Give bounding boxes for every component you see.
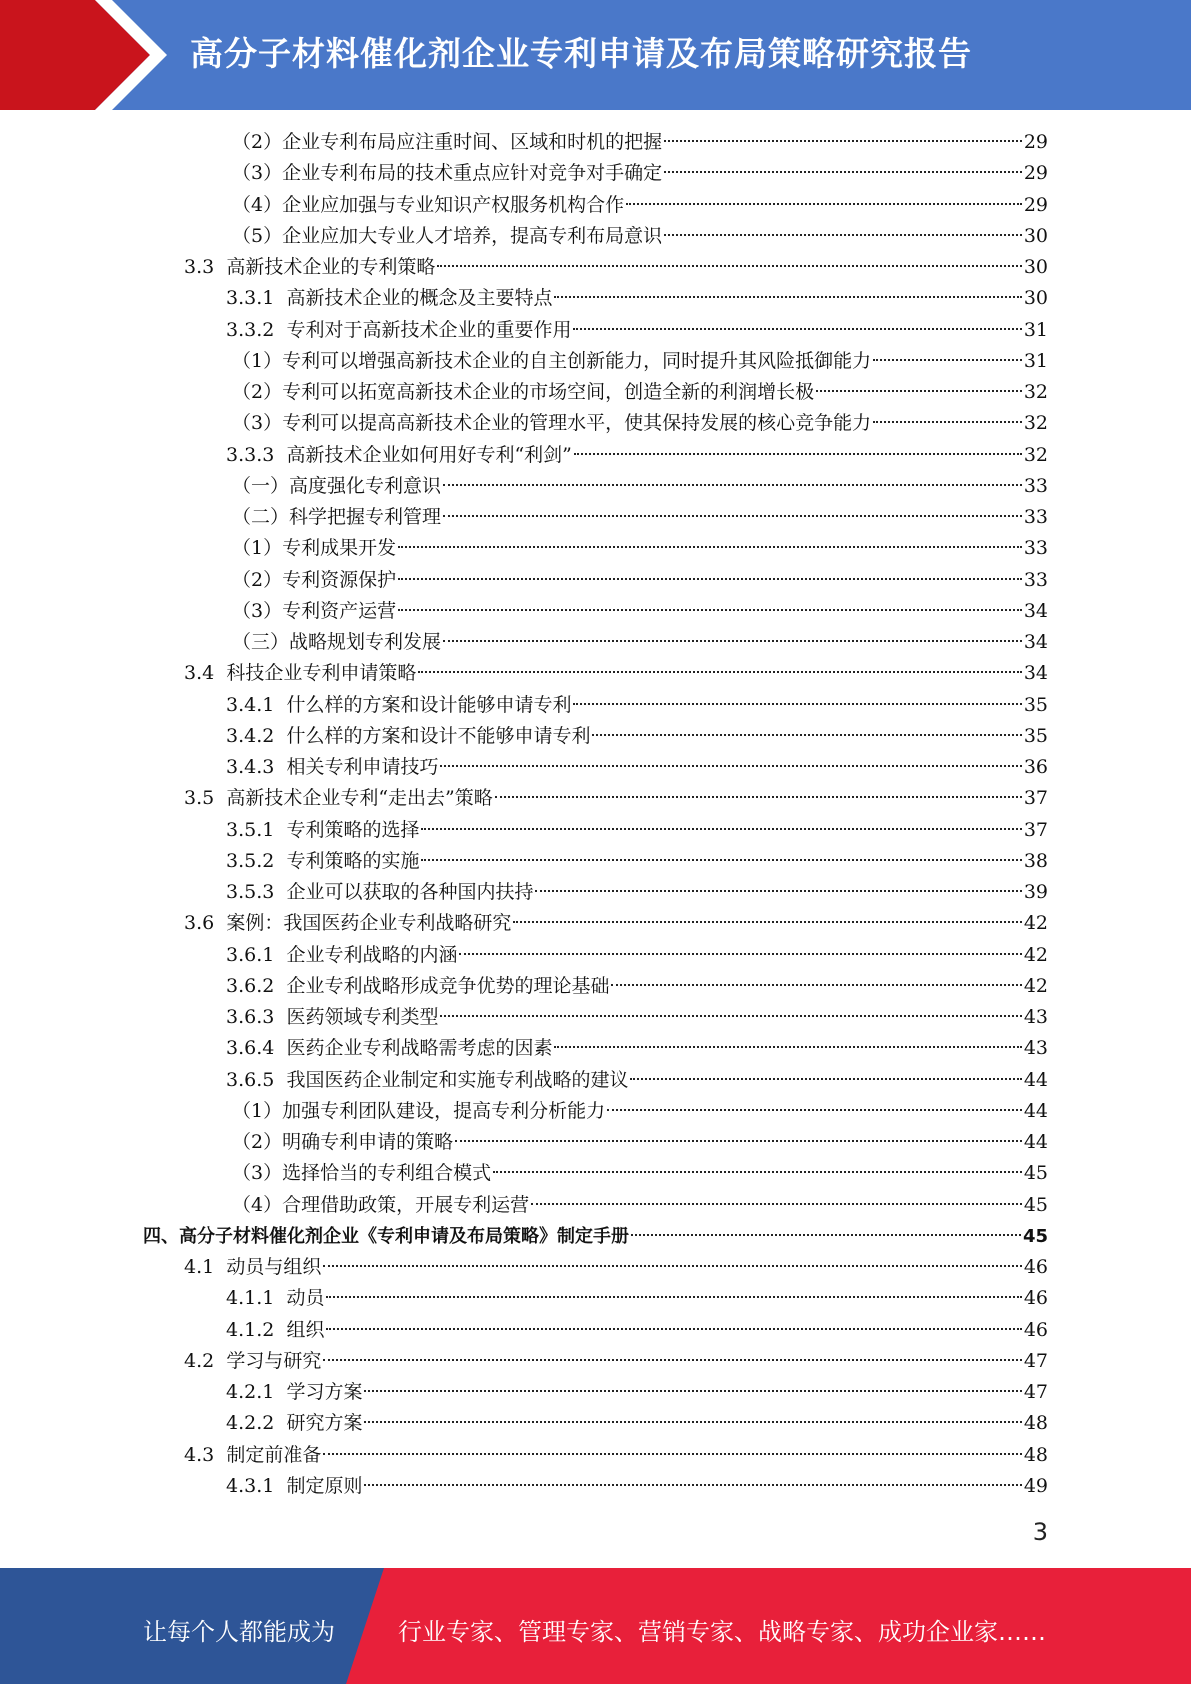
toc-entry-page: 45	[1023, 1162, 1048, 1185]
toc-entry[interactable]	[232, 127, 1048, 158]
toc-entry[interactable]	[226, 1377, 1048, 1408]
toc-entry[interactable]	[226, 846, 1048, 877]
toc-entry-gap	[274, 1471, 286, 1502]
toc-entry-gap	[214, 658, 226, 689]
toc-entry-title: 科技企业专利申请策略	[226, 662, 417, 685]
toc-dot-leader	[443, 640, 1022, 642]
toc-entry-page: 42	[1023, 943, 1048, 966]
toc-entry-gap	[214, 783, 226, 814]
toc-entry[interactable]	[226, 971, 1048, 1002]
toc-entry[interactable]	[143, 1221, 1048, 1252]
toc-entry-page: 37	[1023, 787, 1048, 810]
toc-entry-title: 什么样的方案和设计不能够申请专利	[286, 724, 591, 747]
footer-slogan-left: 让每个人都能成为	[143, 1618, 335, 1646]
toc-dot-leader	[421, 859, 1021, 861]
toc-entry-number: 4.2	[184, 1349, 215, 1372]
toc-entry-number: 3.6.2	[226, 974, 275, 997]
toc-entry-page: 39	[1023, 881, 1048, 903]
toc-entry-title: （1）加强专利团队建设，提高专利分析能力	[232, 1099, 606, 1122]
toc-entry-title: （4）合理借助政策，开展专利运营	[232, 1193, 530, 1216]
toc-dot-leader	[364, 1421, 1021, 1423]
toc-entry-title: 动员	[286, 1287, 325, 1310]
toc-entry-title: 组织	[286, 1318, 325, 1341]
toc-entry[interactable]	[232, 596, 1048, 627]
toc-dot-leader	[607, 1109, 1022, 1111]
toc-entry-number: 4.1.1	[226, 1287, 275, 1310]
report-title: 高分子材料催化剂企业专利申请及布局策略研究报告	[190, 34, 972, 73]
toc-entry-title: 研究方案	[286, 1412, 363, 1435]
toc-dot-leader	[443, 484, 1022, 486]
toc-entry-page: 34	[1023, 631, 1048, 653]
toc-entry-page: 33	[1023, 474, 1048, 497]
toc-entry[interactable]	[232, 1158, 1048, 1189]
toc-entry[interactable]	[226, 815, 1048, 846]
toc-entry-title: （3）专利资产运营	[232, 599, 397, 622]
toc-entry-gap	[274, 877, 286, 908]
page-header	[0, 0, 1191, 110]
toc-dot-leader	[574, 453, 1022, 455]
toc-entry-page: 35	[1023, 693, 1048, 716]
toc-entry-gap	[274, 1065, 286, 1096]
toc-entry-gap	[274, 440, 286, 471]
toc-entry-gap	[274, 721, 286, 752]
toc-entry-gap	[214, 1252, 226, 1283]
toc-entry[interactable]	[232, 190, 1048, 221]
toc-dot-leader	[531, 1203, 1022, 1205]
toc-entry[interactable]	[184, 1440, 1048, 1471]
toc-entry-page: 33	[1023, 568, 1048, 591]
toc-entry-number: 3.6.5	[226, 1068, 275, 1091]
toc-entry-title: （2）明确专利申请的策略	[232, 1131, 454, 1153]
toc-entry-title: （一）高度强化专利意识	[232, 474, 442, 497]
toc-dot-leader	[418, 671, 1021, 673]
toc-dot-leader	[323, 1265, 1021, 1267]
toc-entry-page: 45	[1023, 1193, 1048, 1216]
toc-entry-gap	[274, 940, 286, 971]
toc-entry-title: 高新技术企业专利“走出去”策略	[226, 787, 493, 810]
toc-entry-page: 32	[1023, 381, 1048, 403]
toc-dot-leader	[495, 796, 1022, 798]
toc-entry-number: 3.3.1	[226, 287, 275, 310]
toc-entry[interactable]	[184, 783, 1048, 814]
toc-entry-title: （二）科学把握专利管理	[232, 506, 442, 528]
toc-entry-page: 42	[1023, 974, 1048, 997]
toc-entry-title: （2）专利资源保护	[232, 568, 397, 591]
toc-entry-gap	[274, 815, 286, 846]
toc-entry-title: （3）企业专利布局的技术重点应针对竞争对手确定	[232, 162, 663, 185]
toc-entry[interactable]	[184, 658, 1048, 689]
toc-entry-gap	[274, 1315, 286, 1346]
toc-entry-number: 4.2.2	[226, 1412, 275, 1435]
toc-dot-leader	[573, 703, 1021, 705]
toc-entry[interactable]	[184, 908, 1048, 939]
toc-entry-title: 案例：我国医药企业专利战略研究	[226, 912, 512, 935]
toc-entry-number: 3.5	[184, 787, 215, 810]
toc-dot-leader	[573, 328, 1021, 330]
toc-entry[interactable]	[226, 440, 1048, 471]
toc-entry-page: 49	[1023, 1474, 1048, 1497]
toc-entry-gap	[274, 315, 286, 346]
toc-dot-leader	[816, 390, 1022, 392]
toc-entry-gap	[274, 690, 286, 721]
toc-entry-number: 3.6	[184, 912, 215, 935]
footer-slogan-right: 行业专家、管理专家、营销专家、战略专家、成功企业家……	[398, 1618, 1046, 1646]
toc-entry-page: 30	[1023, 224, 1048, 247]
toc-entry[interactable]	[232, 1096, 1048, 1127]
toc-dot-leader	[440, 1015, 1021, 1017]
toc-entry-title: 制定原则	[286, 1474, 363, 1497]
toc-dot-leader	[873, 421, 1022, 423]
toc-entry-title: （3）专利可以提高高新技术企业的管理水平，使其保持发展的核心竞争能力	[232, 412, 872, 435]
toc-entry-gap	[274, 971, 286, 1002]
toc-dot-leader	[421, 828, 1021, 830]
toc-entry-page: 29	[1023, 131, 1048, 153]
toc-entry[interactable]	[226, 690, 1048, 721]
toc-dot-leader	[440, 765, 1021, 767]
toc-dot-leader	[664, 234, 1022, 236]
toc-entry-number: 3.3.3	[226, 443, 275, 466]
toc-entry[interactable]	[226, 315, 1048, 346]
toc-entry-page: 30	[1023, 287, 1048, 310]
toc-entry-gap	[214, 1440, 226, 1471]
toc-entry[interactable]	[232, 1190, 1048, 1221]
toc-dot-leader	[398, 546, 1022, 548]
toc-entry-number: 4.1	[184, 1256, 215, 1278]
toc-entry[interactable]	[226, 877, 1048, 908]
toc-entry-page: 29	[1023, 193, 1048, 216]
toc-entry-number: 3.4.1	[226, 693, 275, 716]
toc-entry-page: 34	[1023, 599, 1048, 622]
toc-entry-page: 42	[1023, 912, 1048, 935]
toc-entry[interactable]	[232, 502, 1048, 533]
toc-entry-number: 3.4	[184, 662, 215, 685]
toc-entry[interactable]	[184, 1252, 1048, 1283]
toc-dot-leader	[323, 1359, 1021, 1361]
toc-entry[interactable]	[232, 471, 1048, 502]
toc-entry[interactable]	[232, 221, 1048, 252]
toc-entry-gap	[274, 1283, 286, 1314]
toc-entry-title: 企业专利战略形成竞争优势的理论基础	[286, 974, 610, 997]
toc-dot-leader	[535, 890, 1021, 892]
toc-entry-title: 医药领域专利类型	[286, 1006, 439, 1028]
toc-dot-leader	[323, 1453, 1021, 1455]
toc-dot-leader	[611, 984, 1021, 986]
toc-dot-leader	[554, 296, 1021, 298]
toc-entry-number: 3.5.3	[226, 881, 275, 903]
toc-entry[interactable]	[226, 1065, 1048, 1096]
toc-entry-number: 4.3	[184, 1443, 215, 1466]
toc-entry-page: 37	[1023, 818, 1048, 841]
header-arrow-decoration	[0, 0, 170, 110]
toc-entry[interactable]	[232, 533, 1048, 564]
toc-entry-gap	[214, 1346, 226, 1377]
toc-entry-title: （3）选择恰当的专利组合模式	[232, 1162, 492, 1185]
toc-entry-gap	[214, 908, 226, 939]
toc-entry[interactable]	[226, 283, 1048, 314]
toc-entry[interactable]	[232, 408, 1048, 439]
toc-entry[interactable]	[232, 1127, 1048, 1158]
toc-entry-gap	[274, 1377, 286, 1408]
toc-dot-leader	[364, 1484, 1021, 1486]
page-number: 3	[1032, 1518, 1048, 1546]
toc-entry-title: 企业专利战略的内涵	[286, 943, 458, 966]
toc-dot-leader	[626, 203, 1022, 205]
toc-dot-leader	[873, 359, 1022, 361]
toc-entry-title: 专利对于高新技术企业的重要作用	[286, 318, 572, 341]
toc-dot-leader	[443, 515, 1022, 517]
toc-entry-number: 3.6.4	[226, 1037, 275, 1060]
toc-dot-leader	[630, 1078, 1021, 1080]
toc-entry-page: 44	[1023, 1099, 1048, 1122]
toc-entry-title: 学习与研究	[226, 1349, 322, 1372]
toc-entry-page: 46	[1023, 1318, 1048, 1341]
toc-dot-leader	[513, 921, 1021, 923]
toc-entry-title: 四、高分子材料催化剂企业《专利申请及布局策略》制定手册	[143, 1225, 629, 1247]
toc-entry-title: 高新技术企业的概念及主要特点	[286, 287, 553, 310]
toc-entry-page: 31	[1023, 318, 1048, 341]
toc-entry-page: 36	[1023, 756, 1048, 778]
toc-entry-page: 34	[1023, 662, 1048, 685]
toc-entry[interactable]	[226, 1002, 1048, 1033]
toc-entry-gap	[274, 1408, 286, 1439]
toc-dot-leader	[493, 1171, 1022, 1173]
toc-dot-leader	[364, 1390, 1021, 1392]
toc-dot-leader	[398, 578, 1022, 580]
toc-entry-title: （4）企业应加强与专业知识产权服务机构合作	[232, 193, 625, 216]
toc-entry-title: 高新技术企业如何用好专利“利剑”	[286, 443, 572, 466]
toc-entry-page: 31	[1023, 349, 1048, 372]
toc-entry-number: 3.5.1	[226, 818, 275, 841]
toc-entry-title: 专利策略的实施	[286, 849, 420, 872]
toc-dot-leader	[459, 953, 1021, 955]
toc-entry-title: 专利策略的选择	[286, 818, 420, 841]
toc-entry-title: （三）战略规划专利发展	[232, 631, 442, 653]
toc-entry[interactable]	[184, 252, 1048, 283]
toc-entry[interactable]	[226, 1283, 1048, 1314]
toc-entry-gap	[274, 846, 286, 877]
toc-entry-page: 48	[1023, 1412, 1048, 1435]
toc-entry-page: 32	[1023, 443, 1048, 466]
toc-entry[interactable]	[232, 158, 1048, 189]
toc-entry-title: 我国医药企业制定和实施专利战略的建议	[286, 1068, 629, 1091]
toc-entry-page: 47	[1023, 1349, 1048, 1372]
toc-dot-leader	[455, 1140, 1022, 1142]
toc-entry-title: 制定前准备	[226, 1443, 322, 1466]
toc-entry-number: 4.1.2	[226, 1318, 275, 1341]
toc-dot-leader	[664, 171, 1022, 173]
toc-entry-title: 相关专利申请技巧	[286, 756, 439, 778]
toc-entry-title: 动员与组织	[226, 1256, 322, 1278]
toc-entry[interactable]	[232, 565, 1048, 596]
toc-entry-number: 3.3.2	[226, 318, 275, 341]
toc-entry-title: （2）专利可以拓宽高新技术企业的市场空间，创造全新的利润增长极	[232, 381, 815, 403]
toc-dot-leader	[631, 1234, 1021, 1236]
toc-entry[interactable]	[184, 1346, 1048, 1377]
toc-entry[interactable]	[226, 721, 1048, 752]
toc-entry-page: 33	[1023, 506, 1048, 528]
toc-entry[interactable]	[232, 377, 1048, 408]
toc-entry-title: 医药企业专利战略需考虑的因素	[286, 1037, 553, 1060]
toc-dot-leader	[326, 1328, 1021, 1330]
toc-dot-leader	[326, 1296, 1021, 1298]
toc-entry-page: 35	[1023, 724, 1048, 747]
toc-entry[interactable]	[226, 1471, 1048, 1502]
toc-entry-number: 3.5.2	[226, 849, 275, 872]
toc-entry-page: 30	[1023, 256, 1048, 278]
page-footer	[0, 1568, 1191, 1684]
toc-entry-title: （2）企业专利布局应注重时间、区域和时机的把握	[232, 131, 663, 153]
toc-entry[interactable]	[226, 1033, 1048, 1064]
toc-entry-page: 33	[1023, 537, 1048, 560]
toc-entry-page: 32	[1023, 412, 1048, 435]
toc-entry-page: 47	[1023, 1381, 1048, 1403]
toc-entry-page: 46	[1023, 1287, 1048, 1310]
toc-dot-leader	[554, 1046, 1021, 1048]
toc-entry[interactable]	[226, 940, 1048, 971]
toc-entry-page: 43	[1023, 1037, 1048, 1060]
toc-entry-title: 学习方案	[286, 1381, 363, 1403]
toc-entry-gap	[274, 752, 286, 783]
toc-entry-title: （1）专利可以增强高新技术企业的自主创新能力，同时提升其风险抵御能力	[232, 349, 872, 372]
toc-dot-leader	[592, 734, 1021, 736]
toc-entry-title: 企业可以获取的各种国内扶持	[286, 881, 534, 903]
toc-entry-number: 3.3	[184, 256, 215, 278]
toc-entry[interactable]	[226, 752, 1048, 783]
toc-entry-number: 3.4.2	[226, 724, 275, 747]
toc-entry-gap	[274, 1002, 286, 1033]
toc-entry-title: 什么样的方案和设计能够申请专利	[286, 693, 572, 716]
toc-entry-page: 44	[1023, 1131, 1048, 1153]
toc-entry-page: 29	[1023, 162, 1048, 185]
toc-dot-leader	[398, 609, 1022, 611]
toc-entry-number: 3.4.3	[226, 756, 275, 778]
toc-dot-leader	[664, 140, 1022, 142]
toc-entry-title: 高新技术企业的专利策略	[226, 256, 436, 278]
toc-entry-page: 38	[1023, 849, 1048, 872]
toc-entry-title: （1）专利成果开发	[232, 537, 397, 560]
toc-entry-page: 46	[1023, 1256, 1048, 1278]
toc-entry-number: 3.6.3	[226, 1006, 275, 1028]
toc-entry[interactable]	[226, 1315, 1048, 1346]
toc-entry-page: 45	[1022, 1225, 1048, 1247]
toc-entry[interactable]	[232, 627, 1048, 658]
toc-entry-gap	[274, 1033, 286, 1064]
toc-entry[interactable]	[232, 346, 1048, 377]
toc-entry-page: 48	[1023, 1443, 1048, 1466]
toc-dot-leader	[437, 265, 1021, 267]
toc-entry-gap	[274, 283, 286, 314]
toc-entry[interactable]	[226, 1408, 1048, 1439]
toc-entry-number: 4.2.1	[226, 1381, 275, 1403]
toc-entry-page: 44	[1023, 1068, 1048, 1091]
toc-entry-number: 4.3.1	[226, 1474, 275, 1497]
toc-entry-number: 3.6.1	[226, 943, 275, 966]
toc-entry-page: 43	[1023, 1006, 1048, 1028]
toc-entry-title: （5）企业应加大专业人才培养，提高专利布局意识	[232, 224, 663, 247]
toc-entry-gap	[214, 252, 226, 283]
